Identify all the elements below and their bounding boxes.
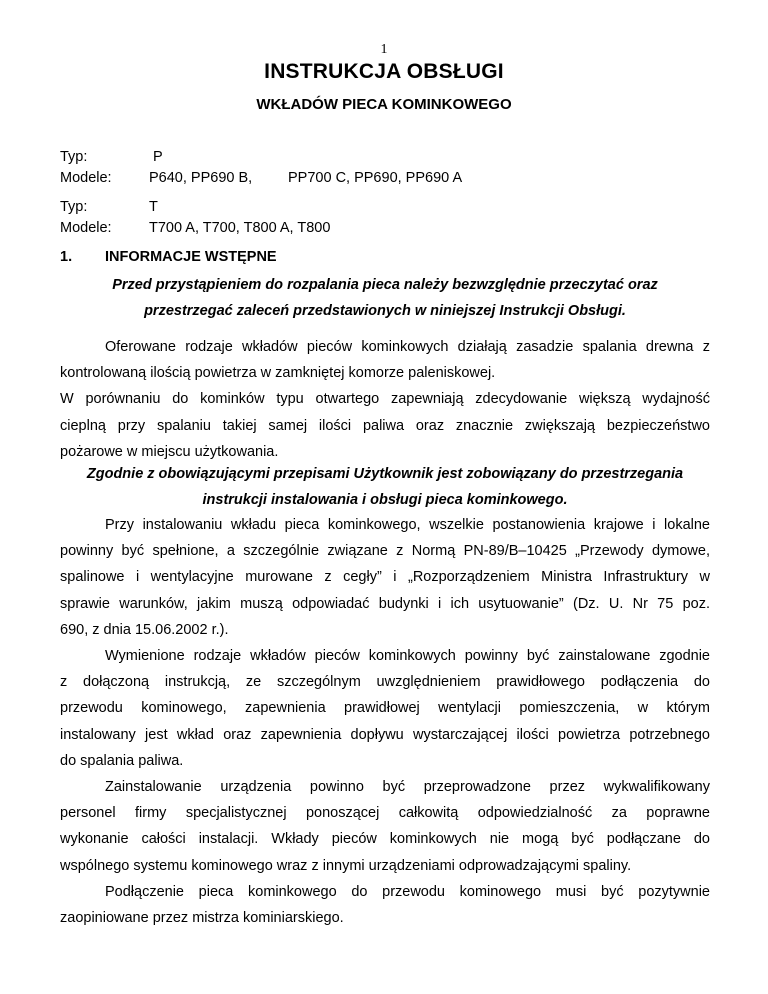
notice-read-instructions — [60, 272, 710, 324]
paragraph-line: z dołączoną instrukcją, ze szczególnym uwzględnieniem prawidłowego podłączenia do — [60, 674, 710, 691]
type-value: T — [149, 199, 158, 215]
paragraph-installation-requirements — [60, 643, 710, 774]
document-title: INSTRUKCJA OBSŁUGI — [264, 60, 504, 83]
paragraph-line: przewodu kominowego, zapewnienia prawidłowej wentylacji pomieszczenia, w którym — [60, 700, 710, 717]
paragraph-intro — [60, 334, 710, 465]
paragraph-line: W porównaniu do kominków typu otwartego zapewniają zdecydowanie większą wydajność — [60, 391, 710, 408]
page-number: 1 — [380, 42, 388, 57]
paragraph-line: wykonanie całości instalacji. Wkłady pieców kominkowych nie mogą być podłączane do — [60, 831, 710, 848]
section-number: 1. — [60, 249, 73, 265]
section-heading — [60, 249, 277, 265]
paragraph-line: pożarowe w miejscu użytkowania. — [60, 443, 279, 460]
paragraph-installation-rules — [60, 512, 710, 643]
paragraph-line: instalowany jest wkład oraz zapewnienia dopływu wystarczającej ilości powietrza potrzebnego — [60, 726, 710, 743]
paragraph-line: Oferowane rodzaje wkładów pieców kominkowych działają zasadzie spalania drewna z — [105, 339, 710, 355]
models-value-2: PP700 C, PP690, PP690 A — [288, 170, 463, 186]
paragraph-line: 690, z dnia 15.06.2002 r.). — [60, 621, 229, 638]
paragraph-line: kontrolowaną ilością powietrza w zamkniętej komorze paleniskowej. — [60, 365, 496, 382]
type-value: P — [153, 149, 163, 165]
paragraph-line: personel firmy specjalistycznej ponoszącej całkowitą odpowiedzialność za poprawne — [60, 805, 710, 822]
notice-line: Zgodnie z obowiązującymi przepisami Użytkownik jest zobowiązany do przestrzegania — [86, 466, 684, 482]
notice-regulations — [52, 461, 718, 513]
notice-line: przestrzegać zaleceń przedstawionych w niniejszej Instrukcji Obsługi. — [144, 303, 626, 320]
notice-line: instrukcji instalowania i obsługi pieca kominkowego. — [202, 492, 568, 509]
paragraph-chimney-approval — [60, 879, 710, 931]
paragraph-line: spalinowe i wentylacyjne murowane z cegły” i „Rozporządzeniem Ministra Infrastruktury w — [60, 569, 710, 586]
paragraph-line: sprawie warunków, jakim muszą odpowiadać budynki i ich usytuowanie” (Dz. U. Nr 75 poz. — [60, 595, 710, 612]
paragraph-line: Zainstalowanie urządzenia powinno być przeprowadzone przez wykwalifikowany — [105, 779, 710, 795]
notice-line: Przed przystąpieniem do rozpalania pieca należy bezwzględnie przeczytać oraz — [112, 277, 658, 293]
paragraph-line: zaopiniowane przez mistrza kominiarskiego. — [60, 910, 344, 927]
paragraph-line: wspólnego systemu kominowego wraz z innymi urządzeniami odprowadzającymi spaliny. — [60, 857, 632, 874]
section-title: INFORMACJE WSTĘPNE — [105, 249, 277, 265]
paragraph-qualified-personnel — [60, 774, 710, 879]
models-value: P640, PP690 B, — [149, 170, 253, 186]
paragraph-line: Podłączenie pieca kominkowego do przewodu kominowego musi być pozytywnie — [105, 884, 710, 900]
paragraph-line: Wymienione rodzaje wkładów pieców kominkowych powinny być zainstalowane zgodnie — [105, 648, 710, 664]
models-label: Modele: — [60, 220, 112, 236]
paragraph-line: cieplną przy spalaniu takiej samej ilości paliwa oraz znacznie zwiększają bezpieczeństwo — [60, 417, 710, 434]
models-label: Modele: — [60, 170, 112, 186]
paragraph-line: Przy instalowaniu wkładu pieca kominkowego, wszelkie postanowienia krajowe i lokalne — [105, 517, 710, 533]
document-subtitle: WKŁADÓW PIECA KOMINKOWEGO — [256, 96, 512, 113]
paragraph-line: do spalania paliwa. — [60, 752, 184, 769]
type-label: Typ: — [60, 149, 88, 165]
paragraph-line: powinny być spełnione, a szczególnie związane z Normą PN-89/B–10425 „Przewody dymowe, — [60, 543, 710, 560]
models-value: T700 A, T700, T800 A, T800 — [149, 220, 331, 236]
type-label: Typ: — [60, 199, 88, 215]
